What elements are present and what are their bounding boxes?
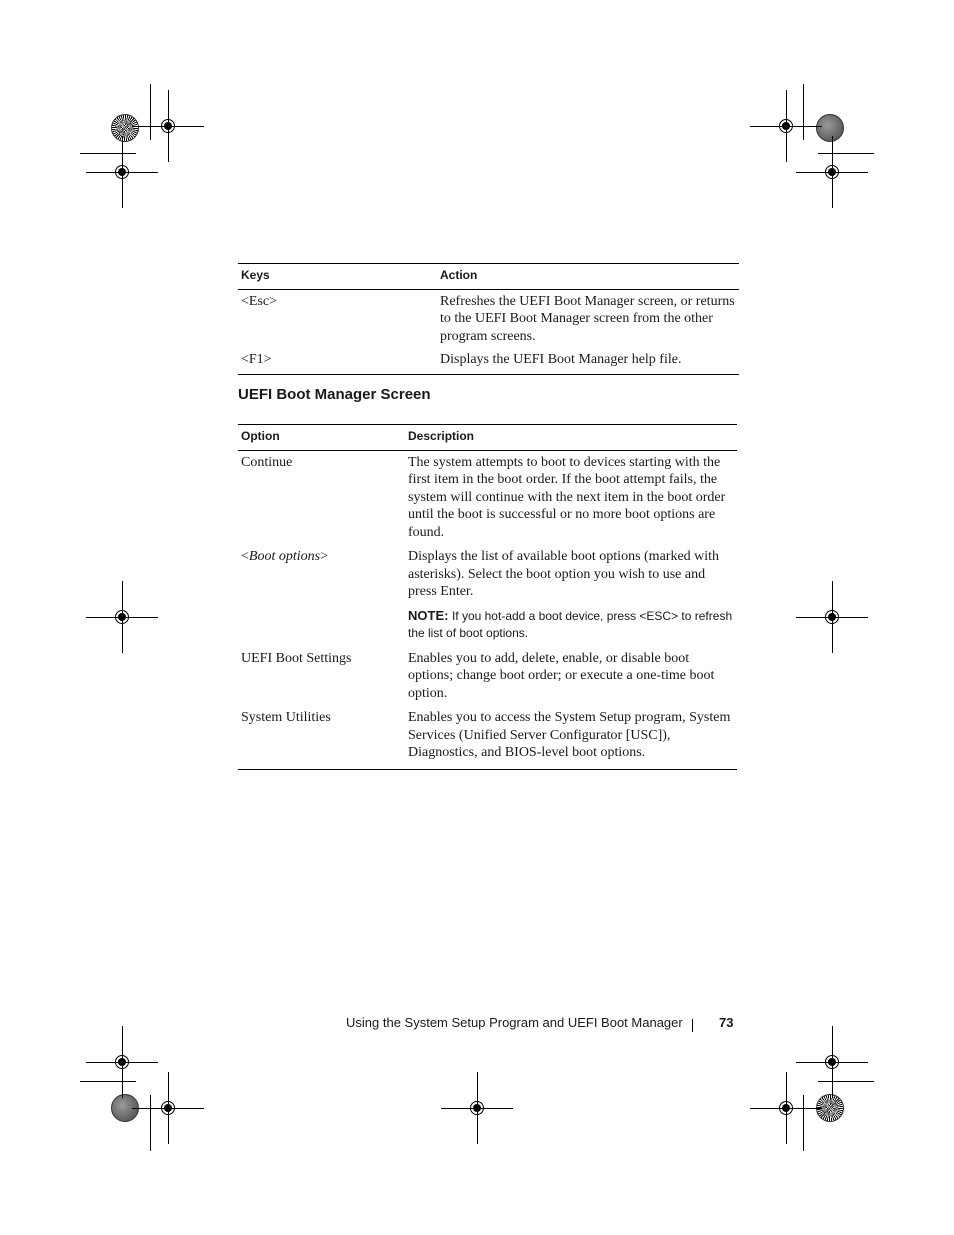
action-cell: Displays the UEFI Boot Manager help file.	[437, 351, 739, 374]
column-header-description: Description	[405, 425, 737, 451]
column-header-keys: Keys	[238, 264, 437, 290]
description-cell: Enables you to add, delete, enable, or disable boot options; change boot order; or execute a one-time boot option.	[408, 650, 715, 701]
note-label: NOTE:	[408, 607, 449, 623]
crop-mark	[818, 153, 874, 154]
action-cell: Refreshes the UEFI Boot Manager screen, or returns to the UEFI Boot Manager screen from the other program screens.	[440, 293, 735, 344]
registration-star-icon	[111, 114, 139, 142]
table-row	[238, 548, 737, 650]
running-title: Using the System Setup Program and UEFI Boot Manager	[346, 1015, 683, 1030]
note-text: If you hot-add a boot device, press <ESC> to refresh the list of boot options.	[408, 608, 733, 640]
table-header-row	[238, 264, 739, 290]
description-cell	[405, 548, 737, 650]
option-italic: Boot options	[248, 549, 321, 564]
option-suffix: >	[320, 549, 328, 564]
table-row	[238, 650, 737, 710]
crop-mark	[150, 84, 151, 140]
option-cell: UEFI Boot Settings	[241, 650, 352, 666]
description-cell: The system attempts to boot to devices starting with the first item in the boot order. If the boot attempt fails, the system will continue with the next item in the boot order until the boot is successful or no more boot options are found.	[408, 454, 726, 540]
page-number: 73	[719, 1015, 734, 1030]
option-cell: System Utilities	[238, 709, 405, 769]
crop-mark	[80, 153, 136, 154]
column-header-option: Option	[238, 425, 405, 451]
table-row	[238, 289, 739, 351]
footer-separator	[692, 1019, 693, 1032]
option-cell	[238, 548, 405, 650]
option-cell: Continue	[241, 454, 293, 470]
options-table	[238, 424, 737, 770]
crop-mark	[818, 1081, 874, 1082]
key-cell: <Esc>	[241, 293, 278, 309]
registration-grey-disc-icon	[816, 114, 844, 142]
description-text: Displays the list of available boot options (marked with asterisks). Select the boot option you wish to use and press Enter.	[408, 549, 720, 599]
crop-mark	[150, 1095, 151, 1151]
crop-mark	[803, 84, 804, 140]
column-header-action: Action	[437, 264, 739, 290]
table-header-row	[238, 425, 737, 451]
option-prefix: <	[241, 549, 249, 564]
crop-mark	[803, 1095, 804, 1151]
keys-table	[238, 263, 739, 375]
table-row	[238, 450, 737, 548]
key-cell: <F1>	[238, 351, 437, 374]
table-row	[238, 709, 737, 769]
table-row	[238, 351, 739, 374]
crop-mark	[80, 1081, 136, 1082]
note-block	[408, 607, 734, 643]
description-cell: Enables you to access the System Setup program, System Services (Unified Server Configurator [USC]), Diagnostics, and BIOS-level boot options.	[405, 709, 737, 769]
section-heading: UEFI Boot Manager Screen	[238, 386, 431, 403]
